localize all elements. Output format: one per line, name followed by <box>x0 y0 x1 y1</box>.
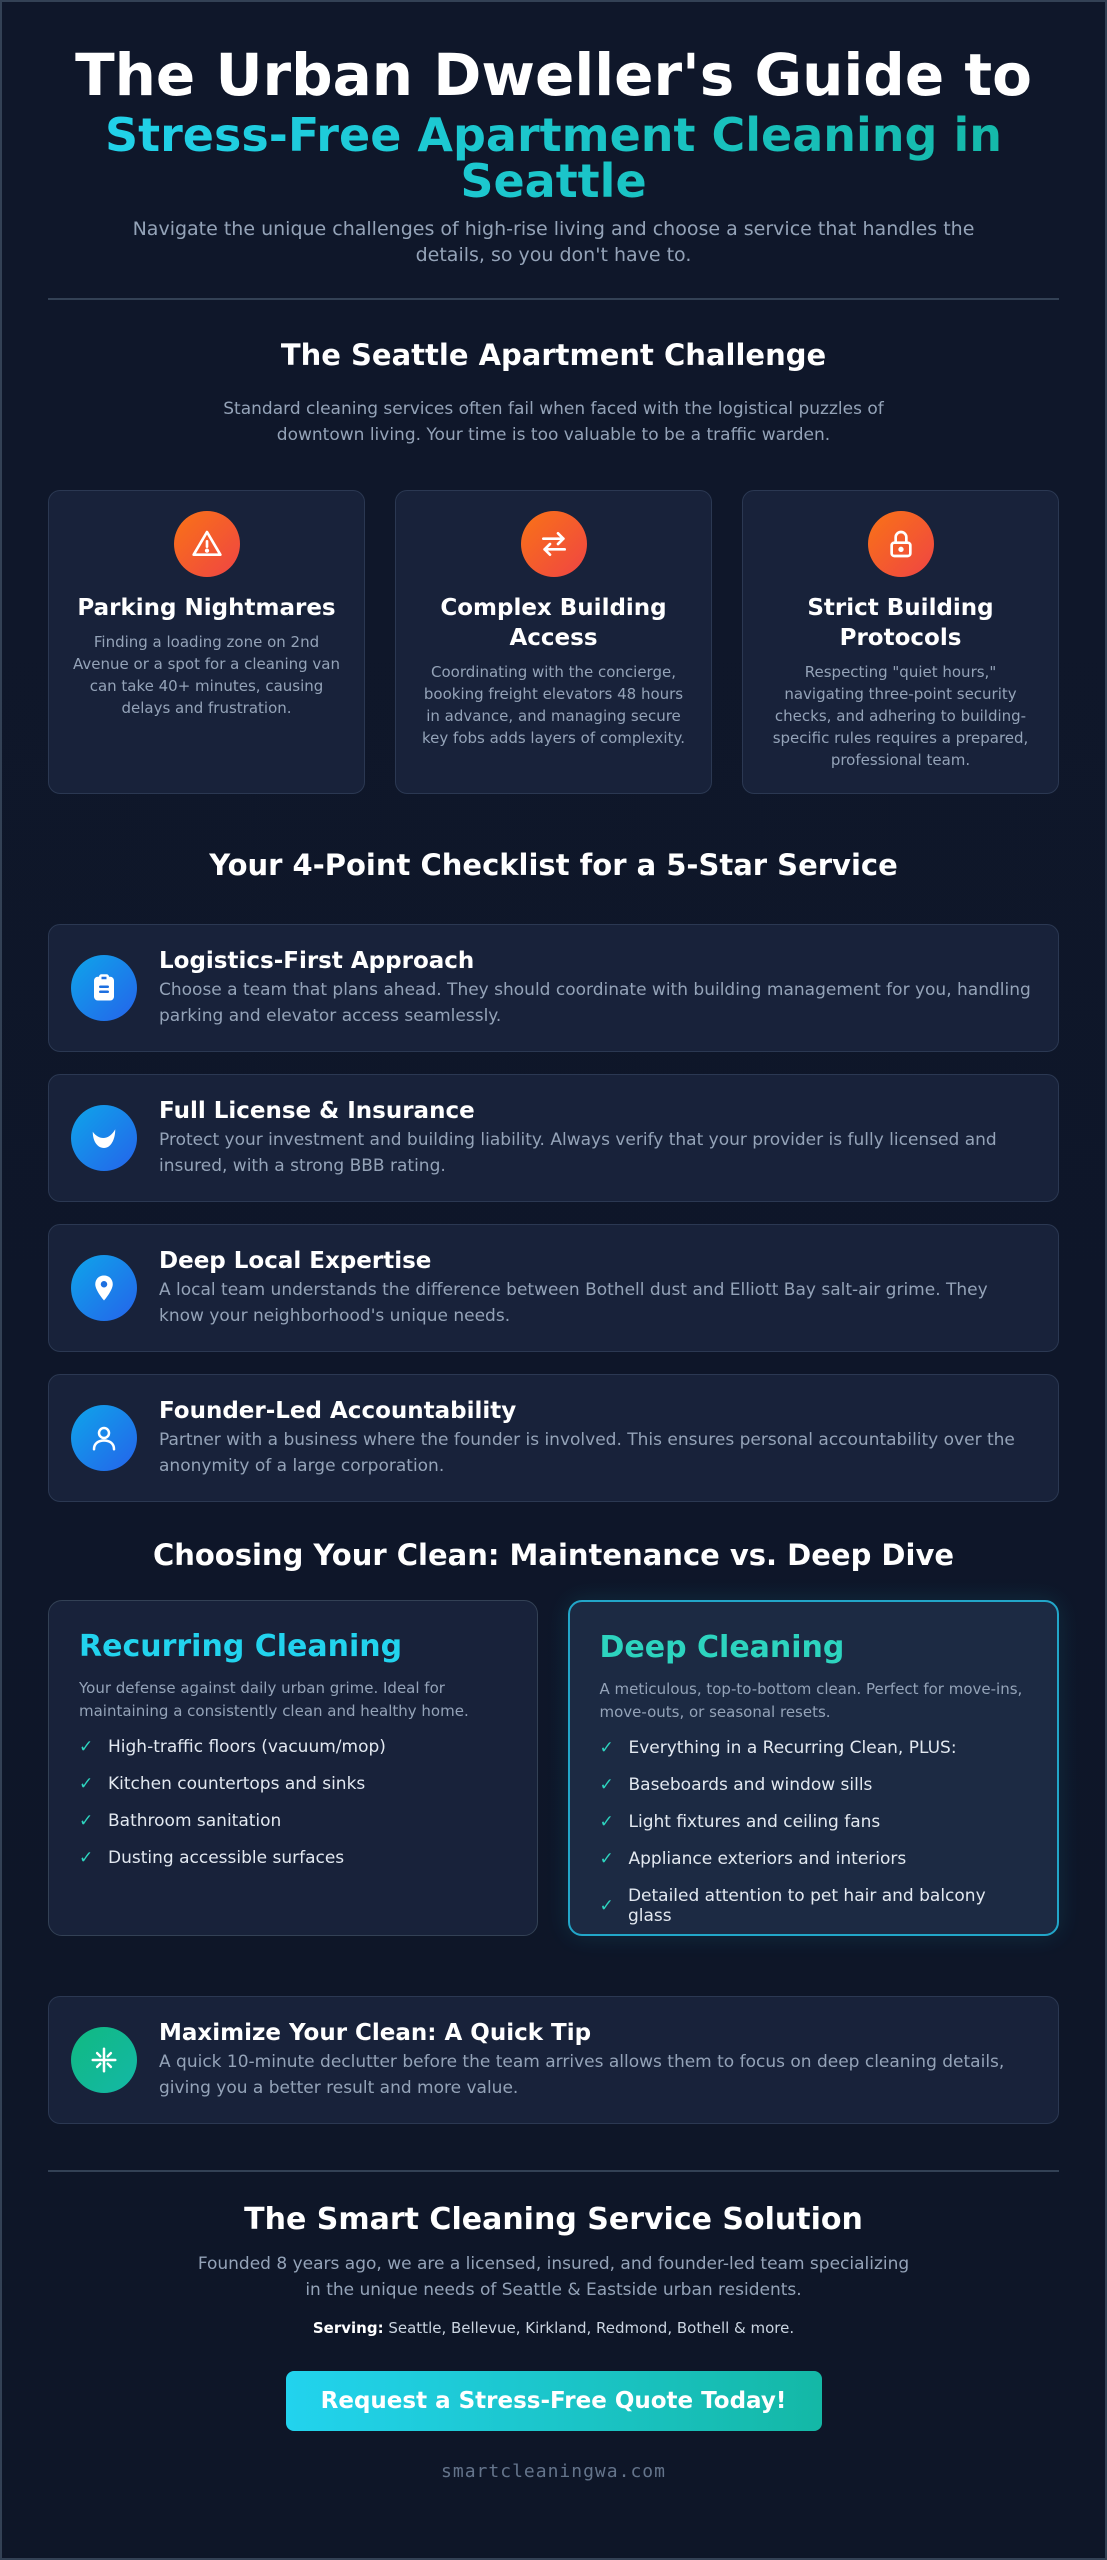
list-item-label: Appliance exteriors and interiors <box>628 1849 907 1869</box>
challenge-card-access <box>395 490 712 794</box>
compare-title: Choosing Your Clean: Maintenance vs. Deep Dive <box>152 1538 955 1572</box>
challenge-card-parking <box>48 490 365 794</box>
challenge-card-title: Strict Building Protocols <box>807 595 994 651</box>
challenge-card-title: Parking Nightmares <box>77 595 336 621</box>
deep-cleaning-title: Deep Cleaning <box>599 1630 845 1665</box>
list-item-label: Detailed attention to pet hair and balcony glass <box>627 1886 986 1926</box>
list-item-label: Kitchen countertops and sinks <box>108 1774 366 1794</box>
list-item-label: High-traffic floors (vacuum/mop) <box>108 1737 386 1757</box>
list-item-label: Bathroom sanitation <box>108 1811 282 1831</box>
checklist-item-title: Full License & Insurance <box>159 1098 475 1124</box>
challenge-section <box>48 338 1059 794</box>
quick-tip-text: A quick 10-minute declutter before the team arrives allows them to focus on deep cleaning details, giving you a better result and more value. <box>159 2052 1005 2098</box>
check-icon: ✓ <box>599 1849 614 1869</box>
check-icon: ✓ <box>79 1737 94 1757</box>
compare-section <box>48 1538 1059 1936</box>
website-url: smartcleaningwa.com <box>441 2461 666 2482</box>
list-item <box>79 1848 507 1868</box>
swap-arrows-icon <box>521 511 587 577</box>
lock-icon <box>868 511 934 577</box>
recurring-cleaning-list <box>79 1737 507 1868</box>
list-item-label: Light fixtures and ceiling fans <box>628 1812 881 1832</box>
divider <box>48 298 1059 300</box>
service-area-label: Serving: <box>312 2319 384 2337</box>
list-item <box>79 1774 507 1794</box>
checklist-item-license <box>48 1074 1059 1202</box>
request-quote-button[interactable]: Request a Stress-Free Quote Today! <box>286 2371 822 2431</box>
checklist-item-text: Partner with a business where the founder is involved. This ensures personal accountability over the anonymity of a large corporation. <box>159 1430 1015 1476</box>
checklist-list <box>48 924 1059 1502</box>
footer-desc: Founded 8 years ago, we are a licensed, insured, and founder-led team specializing in the unique needs of Seattle & Eastside urban residents. <box>197 2254 910 2300</box>
user-icon <box>71 1405 137 1471</box>
list-item <box>600 1738 1028 1758</box>
page-title: The Urban Dweller's Guide to <box>75 41 1032 109</box>
checklist-section <box>48 848 1059 1502</box>
checklist-item-text: Protect your investment and building liability. Always verify that your provider is fully licensed and insured, with a strong BBB rating. <box>159 1130 997 1176</box>
deep-cleaning-desc: A meticulous, top-to-bottom clean. Perfect for move-ins, move-outs, or seasonal resets. <box>599 1680 1023 1721</box>
sparkle-icon <box>71 2027 137 2093</box>
list-item <box>79 1811 507 1831</box>
checklist-item-title: Deep Local Expertise <box>159 1248 432 1274</box>
challenge-card-protocols <box>742 490 1059 794</box>
footer-title: The Smart Cleaning Service Solution <box>244 2202 863 2237</box>
footer <box>48 2202 1059 2482</box>
deep-cleaning-list <box>600 1738 1028 1926</box>
recurring-cleaning-card <box>48 1600 538 1936</box>
checklist-item-founder <box>48 1374 1059 1502</box>
check-icon: ✓ <box>79 1774 94 1794</box>
list-item <box>600 1775 1028 1795</box>
service-area <box>48 2319 1059 2337</box>
recurring-cleaning-title: Recurring Cleaning <box>79 1629 403 1664</box>
page-title-highlight: Stress-Free Apartment Cleaning in Seattle <box>48 112 1059 204</box>
checklist-title: Your 4-Point Checklist for a 5-Star Service <box>209 848 898 882</box>
checklist-item-title: Logistics-First Approach <box>159 948 475 974</box>
check-icon: ✓ <box>599 1896 614 1916</box>
challenge-card-text: Respecting "quiet hours," navigating three-point security checks, and adhering to building-specific rules requires a prepared, professional team. <box>772 663 1029 769</box>
challenge-cards <box>48 490 1059 794</box>
checklist-item-text: Choose a team that plans ahead. They should coordinate with building management for you, handling parking and elevator access seamlessly. <box>159 980 1031 1026</box>
check-icon: ✓ <box>79 1811 94 1831</box>
challenge-card-text: Coordinating with the concierge, booking freight elevators 48 hours in advance, and managing secure key fobs adds layers of complexity. <box>422 663 685 747</box>
recurring-cleaning-desc: Your defense against daily urban grime. Ideal for maintaining a consistently clean and healthy home. <box>79 1679 469 1720</box>
check-icon: ✓ <box>599 1812 614 1832</box>
clipboard-icon <box>71 955 137 1021</box>
challenge-title: The Seattle Apartment Challenge <box>280 338 827 372</box>
content-wrapper <box>48 2 1059 2482</box>
list-item <box>600 1849 1028 1869</box>
check-icon: ✓ <box>599 1738 614 1758</box>
quick-tip-title: Maximize Your Clean: A Quick Tip <box>159 2020 592 2046</box>
shield-icon <box>71 1105 137 1171</box>
hero-subtitle: Navigate the unique challenges of high-rise living and choose a service that handles the details, so you don't have to. <box>132 218 975 266</box>
service-area-value: Seattle, Bellevue, Kirkland, Redmond, Bothell & more. <box>388 2319 795 2337</box>
check-icon: ✓ <box>599 1775 614 1795</box>
quick-tip-card <box>48 1996 1059 2124</box>
challenge-card-text: Finding a loading zone on 2nd Avenue or a spot for a cleaning van can take 40+ minutes, causing delays and frustration. <box>73 633 340 717</box>
list-item-label: Everything in a Recurring Clean, PLUS: <box>628 1738 957 1758</box>
check-icon: ✓ <box>79 1848 94 1868</box>
compare-cards <box>48 1600 1059 1936</box>
list-item-label: Baseboards and window sills <box>628 1775 873 1795</box>
checklist-item-text: A local team understands the difference between Bothell dust and Elliott Bay salt-air grime. They know your neighborhood's unique needs. <box>159 1280 988 1326</box>
deep-cleaning-card <box>568 1600 1060 1936</box>
challenge-card-title: Complex Building Access <box>440 595 667 651</box>
challenge-subtitle: Standard cleaning services often fail when faced with the logistical puzzles of downtown living. Your time is too valuable to be a traffic warden. <box>223 399 884 445</box>
list-item <box>79 1737 507 1757</box>
map-pin-icon <box>71 1255 137 1321</box>
list-item-label: Dusting accessible surfaces <box>108 1848 345 1868</box>
list-item <box>600 1812 1028 1832</box>
list-item <box>600 1886 1028 1926</box>
checklist-item-local <box>48 1224 1059 1352</box>
warning-icon <box>174 511 240 577</box>
checklist-item-logistics <box>48 924 1059 1052</box>
hero-header <box>48 2 1059 268</box>
checklist-item-title: Founder-Led Accountability <box>159 1398 517 1424</box>
divider <box>48 2170 1059 2172</box>
